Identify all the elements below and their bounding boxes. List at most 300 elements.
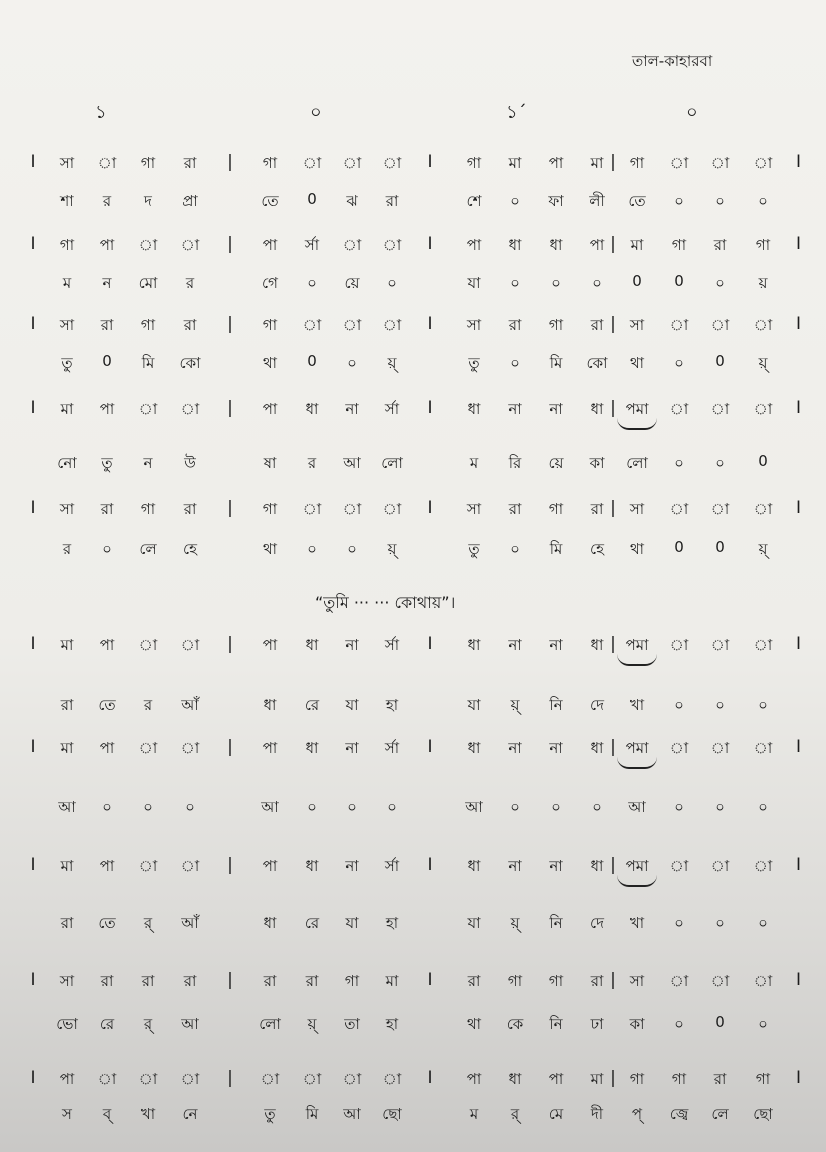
swar-note: া [260, 1070, 280, 1088]
swar-note: ধা [590, 857, 604, 875]
swar-note: া [342, 1070, 362, 1088]
swar-note: ধা [508, 1070, 522, 1088]
swar-note: গা [140, 500, 156, 518]
swar-note: র্সা [384, 857, 400, 875]
swar-note: া [302, 316, 322, 334]
lyric-syllable: কা [629, 1015, 645, 1033]
lyric-syllable: ০ [347, 798, 357, 816]
end-bar-line: I [796, 855, 802, 875]
swar-note: া [669, 500, 689, 518]
swar-note: ধা [467, 400, 481, 418]
bar-line: I [30, 234, 36, 254]
swar-note: া [382, 236, 402, 254]
swar-note: না [549, 857, 563, 875]
lyric-syllable: তু [468, 354, 480, 372]
swar-note: রা [590, 316, 604, 334]
swar-note: া [97, 154, 117, 172]
bar-line: I [427, 314, 433, 334]
swar-note: া [669, 857, 689, 875]
swar-note: গা [755, 236, 771, 254]
lyric-syllable: তা [344, 1015, 360, 1033]
swar-note: পা [99, 636, 115, 654]
bar-line: | [227, 152, 233, 172]
lyric-syllable: ০ [347, 354, 357, 372]
bar-line: | [610, 234, 616, 254]
swar-note: া [302, 1070, 322, 1088]
lyric-syllable: ০ [307, 798, 317, 816]
bar-line: I [427, 398, 433, 418]
lyric-syllable: মো [138, 274, 158, 292]
swar-row [0, 152, 826, 182]
lyric-syllable: ০ [387, 798, 397, 816]
swar-note: া [382, 500, 402, 518]
lyric-syllable: রা [60, 914, 74, 932]
lyric-syllable: নি [549, 914, 563, 932]
lyric-syllable: র [307, 454, 317, 472]
lyric-syllable: 0 [715, 352, 725, 370]
swar-note: না [345, 857, 359, 875]
bar-line: I [30, 634, 36, 654]
lyric-syllable: ন [143, 454, 153, 472]
swar-note: সা [629, 316, 645, 334]
swar-note: র্সা [384, 636, 400, 654]
lyric-syllable: র [62, 540, 72, 558]
bar-line: I [30, 398, 36, 418]
lyric-syllable: ঢা [590, 1015, 604, 1033]
lyric-syllable: য়্ [758, 354, 768, 372]
swar-note: া [753, 857, 773, 875]
swar-note: না [508, 636, 522, 654]
lyric-syllable: ছো [753, 1105, 773, 1123]
swar-note: পা [99, 857, 115, 875]
swar-note: মা [60, 400, 74, 418]
bar-line: I [427, 234, 433, 254]
swar-note: া [710, 500, 730, 518]
swar-note: া [710, 154, 730, 172]
swar-note: া [180, 857, 200, 875]
swar-note: া [138, 636, 158, 654]
lyric-syllable: আ [261, 798, 279, 816]
lyric-syllable: ০ [674, 798, 684, 816]
meend-arc [617, 418, 657, 430]
lyric-syllable: তু [264, 1105, 276, 1123]
lyric-syllable: কা [589, 454, 605, 472]
lyric-syllable: ০ [387, 274, 397, 292]
lyric-syllable: ০ [674, 914, 684, 932]
bar-line: I [30, 970, 36, 990]
swar-note: রা [713, 236, 727, 254]
swar-note: া [669, 739, 689, 757]
swar-note: গা [755, 1070, 771, 1088]
lyric-syllable: ছো [382, 1105, 402, 1123]
lyric-syllable: ০ [758, 798, 768, 816]
bani-row [0, 538, 826, 568]
swar-note: পা [589, 236, 605, 254]
end-bar-line: I [796, 152, 802, 172]
swar-note: ধা [590, 636, 604, 654]
swar-note: রা [100, 972, 114, 990]
swar-note: গা [140, 316, 156, 334]
lyric-syllable: ০ [758, 1015, 768, 1033]
swar-row [0, 234, 826, 264]
swar-note: া [180, 739, 200, 757]
end-bar-line: I [796, 970, 802, 990]
lyric-syllable: ০ [715, 914, 725, 932]
swar-row [0, 314, 826, 344]
bar-line: | [610, 970, 616, 990]
bar-line: | [610, 398, 616, 418]
swar-note: মা [60, 636, 74, 654]
beat-mark: ০ [686, 102, 698, 123]
lyric-syllable: ০ [307, 274, 317, 292]
lyric-syllable: 0 [674, 272, 684, 290]
swar-note: পা [262, 857, 278, 875]
bar-line: I [30, 737, 36, 757]
swar-note: সা [59, 500, 75, 518]
swar-note: সা [59, 316, 75, 334]
swar-note: া [342, 236, 362, 254]
phrase-heading: “তুমি ··· ··· কোথায়”। [315, 593, 456, 612]
lyric-syllable: ০ [592, 274, 602, 292]
lyric-syllable: আ [343, 1105, 361, 1123]
lyric-syllable: ০ [715, 274, 725, 292]
lyric-syllable: ০ [758, 192, 768, 210]
lyric-syllable: স [62, 1105, 72, 1123]
bar-line: | [610, 737, 616, 757]
end-bar-line: I [796, 634, 802, 654]
bar-line: I [30, 1068, 36, 1088]
lyric-syllable: ০ [758, 914, 768, 932]
lyric-syllable: গে [262, 274, 278, 292]
lyric-syllable: থা [466, 1015, 482, 1033]
swar-note: রা [183, 316, 197, 334]
lyric-syllable: ০ [102, 798, 112, 816]
swar-note: া [753, 739, 773, 757]
bani-row [0, 796, 826, 826]
lyric-syllable: মি [549, 354, 563, 372]
lyric-syllable: ০ [510, 798, 520, 816]
swar-note: া [138, 236, 158, 254]
meend-arc [617, 654, 657, 666]
bar-line: | [227, 737, 233, 757]
lyric-syllable: দ [144, 192, 152, 210]
swar-note: া [753, 154, 773, 172]
lyric-syllable: তে [98, 696, 116, 714]
bar-line: | [227, 970, 233, 990]
swar-note: পা [59, 1070, 75, 1088]
lyric-syllable: ০ [715, 696, 725, 714]
lyric-syllable: ০ [510, 192, 520, 210]
lyric-syllable: ঝ [346, 192, 358, 210]
swar-note: পা [548, 154, 564, 172]
lyric-syllable: হা [385, 696, 399, 714]
swar-note: া [138, 857, 158, 875]
swar-note: রা [183, 154, 197, 172]
bar-line: | [227, 855, 233, 875]
bani-row [0, 912, 826, 942]
lyric-syllable: ম [469, 454, 479, 472]
bar-line: | [610, 1068, 616, 1088]
lyric-syllable: য়্ [510, 914, 520, 932]
lyric-syllable: তু [61, 354, 73, 372]
lyric-syllable: রে [304, 696, 320, 714]
bar-line: | [227, 1068, 233, 1088]
swar-row [0, 970, 826, 1000]
lyric-syllable: তু [468, 540, 480, 558]
swar-note: সা [629, 500, 645, 518]
lyric-syllable: থা [262, 354, 278, 372]
lyric-syllable: ভো [56, 1015, 78, 1033]
swar-note: গা [548, 500, 564, 518]
lyric-syllable: য়্ [387, 540, 397, 558]
swar-note: গা [344, 972, 360, 990]
swar-note: ধা [305, 400, 319, 418]
beat-mark: ১´ [506, 102, 527, 123]
swar-note: া [382, 1070, 402, 1088]
swar-note: া [669, 154, 689, 172]
bani-row [0, 1013, 826, 1043]
lyric-syllable: ০ [715, 192, 725, 210]
swar-note: র্সা [384, 739, 400, 757]
bar-line: | [227, 634, 233, 654]
swar-note: পা [262, 400, 278, 418]
lyric-syllable: তে [628, 192, 646, 210]
lyric-syllable: লে [711, 1105, 729, 1123]
swar-note: া [669, 972, 689, 990]
lyric-syllable: নি [549, 696, 563, 714]
lyric-syllable: য়ে [344, 274, 360, 292]
lyric-syllable: তু [101, 454, 113, 472]
swar-note: রা [183, 500, 197, 518]
swar-note: া [753, 316, 773, 334]
lyric-syllable: ০ [551, 274, 561, 292]
swar-note: ধা [305, 739, 319, 757]
swar-note: া [342, 500, 362, 518]
lyric-syllable: র [185, 274, 195, 292]
swar-note: গা [507, 972, 523, 990]
lyric-syllable: লো [626, 454, 648, 472]
lyric-syllable: র্ [510, 1105, 520, 1123]
swar-note: মা [60, 739, 74, 757]
swar-note: গা [59, 236, 75, 254]
swar-note: রা [590, 972, 604, 990]
swar-note: ধা [467, 857, 481, 875]
swar-note: সা [59, 154, 75, 172]
lyric-syllable: যা [467, 914, 481, 932]
lyric-syllable: নে [182, 1105, 198, 1123]
lyric-syllable: 0 [102, 352, 112, 370]
swar-note: না [549, 739, 563, 757]
swar-note: া [669, 636, 689, 654]
swar-note: পমা [625, 739, 649, 757]
lyric-syllable: ০ [674, 454, 684, 472]
bar-line: | [227, 498, 233, 518]
lyric-syllable: শা [60, 192, 74, 210]
meend-arc [617, 875, 657, 887]
swar-note: া [180, 236, 200, 254]
bar-line: I [30, 314, 36, 334]
swar-note: ধা [467, 636, 481, 654]
swar-note: া [753, 400, 773, 418]
lyric-syllable: উ [184, 454, 196, 472]
lyric-syllable: 0 [758, 452, 768, 470]
swar-note: া [138, 1070, 158, 1088]
bani-row [0, 1103, 826, 1133]
swar-note: র্সা [384, 400, 400, 418]
swar-note: রা [467, 972, 481, 990]
lyric-syllable: কো [179, 354, 201, 372]
bar-line: I [427, 855, 433, 875]
end-bar-line: I [796, 314, 802, 334]
swar-note: রা [590, 500, 604, 518]
swar-note: ধা [590, 739, 604, 757]
lyric-syllable: ধা [263, 914, 277, 932]
swar-note: রা [100, 316, 114, 334]
swar-note: া [753, 636, 773, 654]
lyric-syllable: দে [590, 696, 604, 714]
swar-note: া [753, 500, 773, 518]
bar-line: | [610, 498, 616, 518]
bar-line: | [227, 314, 233, 334]
swar-note: পা [99, 400, 115, 418]
lyric-syllable: যা [467, 696, 481, 714]
lyric-syllable: 0 [715, 1013, 725, 1031]
bar-line: I [427, 1068, 433, 1088]
lyric-syllable: ০ [674, 354, 684, 372]
lyric-syllable: 0 [307, 190, 317, 208]
bar-line: | [610, 152, 616, 172]
lyric-syllable: ধা [263, 696, 277, 714]
lyric-syllable: র্ [143, 914, 153, 932]
swar-note: া [180, 636, 200, 654]
lyric-syllable: আ [181, 1015, 199, 1033]
lyric-syllable: যা [345, 696, 359, 714]
bani-row [0, 190, 826, 220]
bani-row [0, 272, 826, 302]
swar-row [0, 1068, 826, 1098]
lyric-syllable: য়্ [510, 696, 520, 714]
meend-arc [617, 757, 657, 769]
lyric-syllable: খা [629, 914, 645, 932]
end-bar-line: I [796, 737, 802, 757]
swar-note: না [345, 636, 359, 654]
lyric-syllable: আ [465, 798, 483, 816]
swar-note: রা [713, 1070, 727, 1088]
lyric-syllable: 0 [674, 538, 684, 556]
lyric-syllable: তে [261, 192, 279, 210]
bar-line: | [227, 398, 233, 418]
bar-line: I [30, 855, 36, 875]
lyric-syllable: হে [590, 540, 604, 558]
lyric-syllable: লো [259, 1015, 281, 1033]
swar-note: মা [590, 154, 604, 172]
swar-note: মা [508, 154, 522, 172]
swar-note: পা [262, 739, 278, 757]
lyric-syllable: আঁ [181, 914, 199, 932]
bar-line: I [427, 634, 433, 654]
swar-note: মা [630, 236, 644, 254]
lyric-syllable: কো [586, 354, 608, 372]
lyric-syllable: ফা [548, 192, 564, 210]
lyric-syllable: ন [102, 274, 112, 292]
lyric-syllable: ষা [263, 454, 277, 472]
beat-mark: ১ [95, 102, 107, 123]
lyric-syllable: র [143, 696, 153, 714]
swar-note: পা [466, 1070, 482, 1088]
swar-note: পমা [625, 857, 649, 875]
swar-note: গা [548, 972, 564, 990]
lyric-syllable: য়্ [307, 1015, 317, 1033]
lyric-syllable: লো [381, 454, 403, 472]
lyric-syllable: আঁ [181, 696, 199, 714]
swar-note: া [669, 316, 689, 334]
lyric-syllable: দে [590, 914, 604, 932]
lyric-syllable: ম [469, 1105, 479, 1123]
swar-note: া [342, 154, 362, 172]
swar-note: া [710, 857, 730, 875]
swar-note: া [302, 500, 322, 518]
lyric-syllable: ০ [510, 540, 520, 558]
lyric-syllable: ০ [674, 192, 684, 210]
swar-note: না [508, 739, 522, 757]
beat-mark: ০ [310, 102, 322, 123]
bani-row [0, 352, 826, 382]
lyric-syllable: হা [385, 914, 399, 932]
lyric-syllable: খা [629, 696, 645, 714]
bar-line: I [427, 737, 433, 757]
lyric-syllable: ০ [102, 540, 112, 558]
lyric-syllable: থা [262, 540, 278, 558]
swar-note: গা [262, 500, 278, 518]
bar-line: I [427, 970, 433, 990]
lyric-syllable: 0 [307, 352, 317, 370]
swar-note: রা [263, 972, 277, 990]
end-bar-line: I [796, 234, 802, 254]
lyric-syllable: ০ [510, 354, 520, 372]
lyric-syllable: ০ [715, 454, 725, 472]
lyric-syllable: 0 [715, 538, 725, 556]
swar-note: গা [466, 154, 482, 172]
lyric-syllable: মে [548, 1105, 564, 1123]
swar-note: গা [671, 1070, 687, 1088]
swar-row [0, 855, 826, 885]
swar-note: ধা [590, 400, 604, 418]
swar-note: গা [629, 1070, 645, 1088]
swar-row [0, 498, 826, 528]
lyric-syllable: তে [98, 914, 116, 932]
swar-note: না [345, 739, 359, 757]
lyric-syllable: ০ [592, 798, 602, 816]
swar-note: ধা [305, 857, 319, 875]
lyric-syllable: য়ে [548, 454, 564, 472]
swar-note: গা [262, 316, 278, 334]
swar-note: না [549, 636, 563, 654]
lyric-syllable: মি [549, 540, 563, 558]
swar-note: সা [59, 972, 75, 990]
swar-note: া [382, 316, 402, 334]
lyric-syllable: খা [140, 1105, 156, 1123]
swar-note: া [710, 636, 730, 654]
beat-marks-row [0, 98, 826, 124]
lyric-syllable: রে [304, 914, 320, 932]
lyric-syllable: রে [99, 1015, 115, 1033]
swar-note: মা [60, 857, 74, 875]
swar-note: না [549, 400, 563, 418]
swar-note: া [180, 1070, 200, 1088]
lyric-syllable: ০ [510, 274, 520, 292]
lyric-syllable: যা [467, 274, 481, 292]
swar-note: গা [140, 154, 156, 172]
